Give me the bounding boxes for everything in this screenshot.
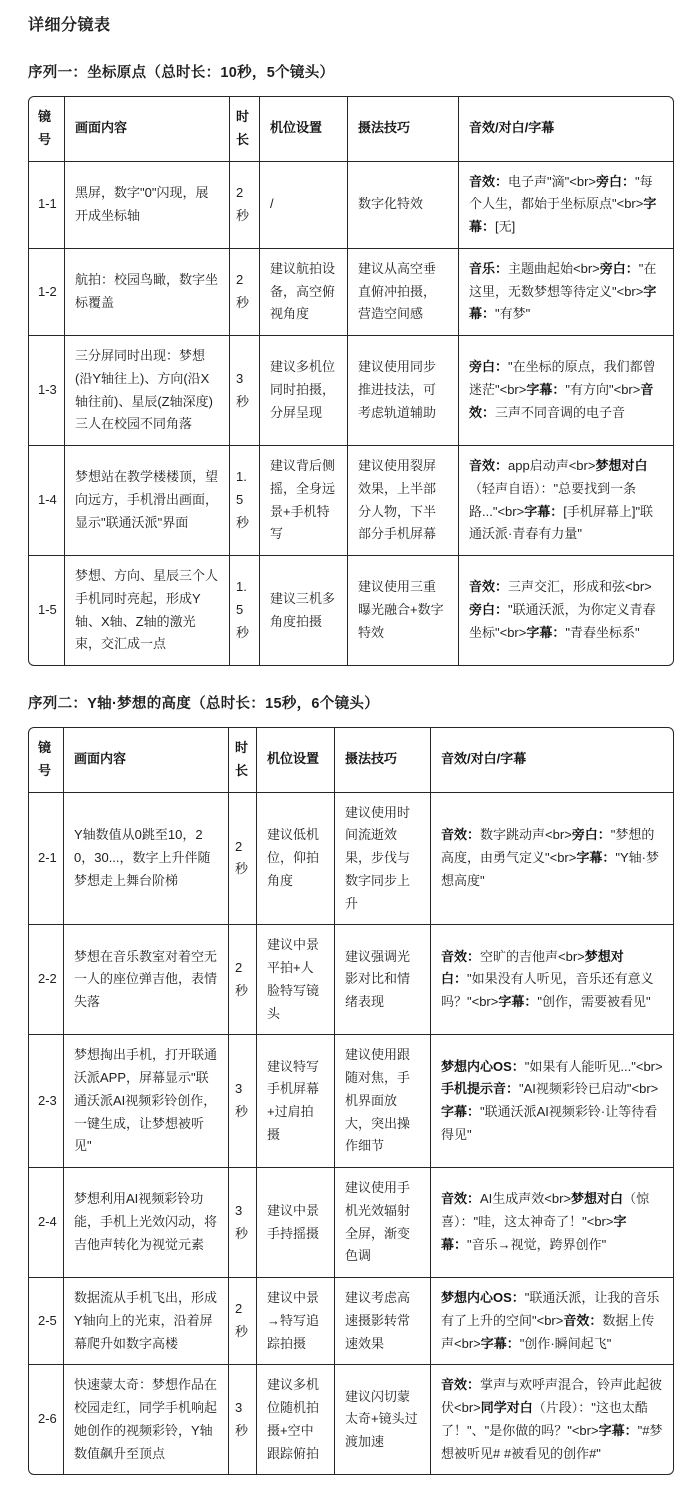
sequence-1-heading: 序列一：坐标原点（总时长：10秒，5个镜头）: [28, 65, 335, 81]
page-title: 详细分镜表: [28, 17, 111, 34]
table-header-row: [29, 97, 673, 162]
shot-cell: 2-6: [29, 1365, 64, 1474]
duration-cell: 2秒: [229, 793, 257, 926]
duration-cell: 3秒: [229, 1035, 257, 1168]
shot-cell: 1-4: [29, 446, 65, 556]
shot-cell: 2-2: [29, 925, 64, 1035]
col-header-technique: 摄法技巧: [348, 97, 459, 162]
duration-cell: 1.5秒: [230, 556, 260, 665]
technique-cell: 建议使用时间流逝效果，步伐与数字同步上升: [335, 793, 431, 926]
duration-cell: 3秒: [229, 1168, 257, 1278]
col-header-content: 画面内容: [65, 97, 230, 162]
camera-cell: 建议航拍设备，高空俯视角度: [260, 249, 348, 336]
table-row: [29, 1365, 673, 1474]
camera-cell: 建议多机位随机拍摄+空中跟踪俯拍: [257, 1365, 335, 1474]
audio-cell: 音效：AI生成声效<br>梦想对白（惊喜）："哇，这太神奇了！"<br>字幕："音乐→视觉，跨界创作": [431, 1168, 673, 1278]
shot-cell: 1-5: [29, 556, 65, 665]
duration-cell: 2秒: [230, 249, 260, 336]
audio-cell: 音效：电子声"滴"<br>旁白："每个人生，都始于坐标原点"<br>字幕：[无]: [459, 162, 673, 249]
camera-cell: 建议三机多角度拍摄: [260, 556, 348, 665]
content-cell: 梦想利用AI视频彩铃功能，手机上光效闪动，将吉他声转化为视觉元素: [64, 1168, 229, 1278]
table-row: [29, 793, 673, 926]
col-header-shot: 镜号: [29, 728, 64, 793]
technique-cell: 建议使用手机光效辐射全屏，渐变色调: [335, 1168, 431, 1278]
duration-cell: 1.5秒: [230, 446, 260, 556]
camera-cell: 建议特写手机屏幕+过肩拍摄: [257, 1035, 335, 1168]
audio-cell: 音乐：主题曲起始<br>旁白："在这里，无数梦想等待定义"<br>字幕："有梦": [459, 249, 673, 336]
content-cell: Y轴数值从0跳至10，20，30...，数字上升伴随梦想走上舞台阶梯: [64, 793, 229, 926]
shot-cell: 1-3: [29, 336, 65, 446]
duration-cell: 2秒: [230, 162, 260, 249]
sequence-2-table: [28, 727, 674, 1475]
camera-cell: 建议背后侧摇，全身远景+手机特写: [260, 446, 348, 556]
table-row: [29, 446, 673, 556]
table-row: [29, 1278, 673, 1365]
duration-cell: 2秒: [229, 925, 257, 1035]
content-cell: 梦想掏出手机，打开联通沃派APP，屏幕显示"联通沃派AI视频彩铃创作，一键生成，让梦想被听见": [64, 1035, 229, 1168]
shot-cell: 2-1: [29, 793, 64, 926]
duration-cell: 2秒: [229, 1278, 257, 1365]
content-cell: 快速蒙太奇：梦想作品在校园走红，同学手机响起她创作的视频彩铃，Y轴数值飙升至顶点: [64, 1365, 229, 1474]
audio-cell: 音效：空旷的吉他声<br>梦想对白："如果没有人听见，音乐还有意义吗？"<br>字幕："创作，需要被看见": [431, 925, 673, 1035]
col-header-camera: 机位设置: [257, 728, 335, 793]
duration-cell: 3秒: [229, 1365, 257, 1474]
sequence-2-heading: 序列二：Y轴·梦想的高度（总时长：15秒，6个镜头）: [28, 696, 379, 712]
camera-cell: 建议中景→特写追踪拍摄: [257, 1278, 335, 1365]
table-row: [29, 336, 673, 446]
shot-cell: 2-4: [29, 1168, 64, 1278]
col-header-technique: 摄法技巧: [335, 728, 431, 793]
audio-cell: 梦想内心OS："联通沃派，让我的音乐有了上升的空间"<br>音效：数据上传声<br>字幕："创作·瞬间起飞": [431, 1278, 673, 1365]
content-cell: 梦想站在教学楼楼顶，望向远方，手机滑出画面，显示"联通沃派"界面: [65, 446, 230, 556]
camera-cell: 建议中景平拍+人脸特写镜头: [257, 925, 335, 1035]
content-cell: 数据流从手机飞出，形成Y轴向上的光束，沿着屏幕爬升如数字高楼: [64, 1278, 229, 1365]
camera-cell: 建议低机位，仰拍角度: [257, 793, 335, 926]
table-row: [29, 162, 673, 249]
shot-cell: 2-5: [29, 1278, 64, 1365]
camera-cell: 建议多机位同时拍摄，分屏呈现: [260, 336, 348, 446]
col-header-shot: 镜号: [29, 97, 65, 162]
table-row: [29, 249, 673, 336]
technique-cell: 数字化特效: [348, 162, 459, 249]
col-header-camera: 机位设置: [260, 97, 348, 162]
col-header-duration: 时长: [229, 728, 257, 793]
shot-cell: 2-3: [29, 1035, 64, 1168]
col-header-content: 画面内容: [64, 728, 229, 793]
content-cell: 黑屏，数字"0"闪现，展开成坐标轴: [65, 162, 230, 249]
technique-cell: 建议从高空垂直俯冲拍摄，营造空间感: [348, 249, 459, 336]
duration-cell: 3秒: [230, 336, 260, 446]
shot-cell: 1-2: [29, 249, 65, 336]
camera-cell: 建议中景手持摇摄: [257, 1168, 335, 1278]
col-header-audio: 音效/对白/字幕: [459, 97, 673, 162]
technique-cell: 建议强调光影对比和情绪表现: [335, 925, 431, 1035]
col-header-duration: 时长: [230, 97, 260, 162]
content-cell: 梦想、方向、星辰三个人手机同时亮起，形成Y轴、X轴、Z轴的激光束，交汇成一点: [65, 556, 230, 665]
camera-cell: /: [260, 162, 348, 249]
table-row: [29, 1035, 673, 1168]
table-row: [29, 925, 673, 1035]
table-row: [29, 1168, 673, 1278]
audio-cell: 梦想内心OS："如果有人能听见..."<br>手机提示音："AI视频彩铃已启动"<br>字幕："联通沃派AI视频彩铃·让等待看得见": [431, 1035, 673, 1168]
technique-cell: 建议使用跟随对焦，手机界面放大，突出操作细节: [335, 1035, 431, 1168]
technique-cell: 建议使用同步推进技法，可考虑轨道辅助: [348, 336, 459, 446]
audio-cell: 音效：数字跳动声<br>旁白："梦想的高度，由勇气定义"<br>字幕："Y轴·梦想高度": [431, 793, 673, 926]
technique-cell: 建议闪切蒙太奇+镜头过渡加速: [335, 1365, 431, 1474]
audio-cell: 音效：app启动声<br>梦想对白（轻声自语）："总要找到一条路..."<br>字幕：[手机屏幕上]"联通沃派·青春有力量": [459, 446, 673, 556]
technique-cell: 建议使用三重曝光融合+数字特效: [348, 556, 459, 665]
audio-cell: 音效：掌声与欢呼声混合，铃声此起彼伏<br>同学对白（片段）："这也太酷了！"、"是你做的吗？"<br>字幕："#梦想被听见# #被看见的创作#": [441, 1377, 663, 1461]
audio-cell: 音效：三声交汇，形成和弦<br>旁白："联通沃派，为你定义青春坐标"<br>字幕："青春坐标系": [469, 579, 656, 640]
content-cell: 航拍：校园鸟瞰，数字坐标覆盖: [65, 249, 230, 336]
sequence-1-table: [28, 96, 674, 666]
content-cell: 三分屏同时出现：梦想(沿Y轴往上)、方向(沿X轴往前)、星辰(Z轴深度)三人在校园不同角落: [65, 336, 230, 446]
shot-cell: 1-1: [29, 162, 65, 249]
technique-cell: 建议考虑高速摄影转常速效果: [335, 1278, 431, 1365]
col-header-audio: 音效/对白/字幕: [431, 728, 673, 793]
table-header-row: [29, 728, 673, 793]
audio-cell: 旁白："在坐标的原点，我们都曾迷茫"<br>字幕："有方向"<br>音效：三声不同音调的电子音: [459, 336, 673, 446]
content-cell: 梦想在音乐教室对着空无一人的座位弹吉他，表情失落: [64, 925, 229, 1035]
table-row: [29, 556, 673, 665]
technique-cell: 建议使用裂屏效果，上半部分人物，下半部分手机屏幕: [348, 446, 459, 556]
